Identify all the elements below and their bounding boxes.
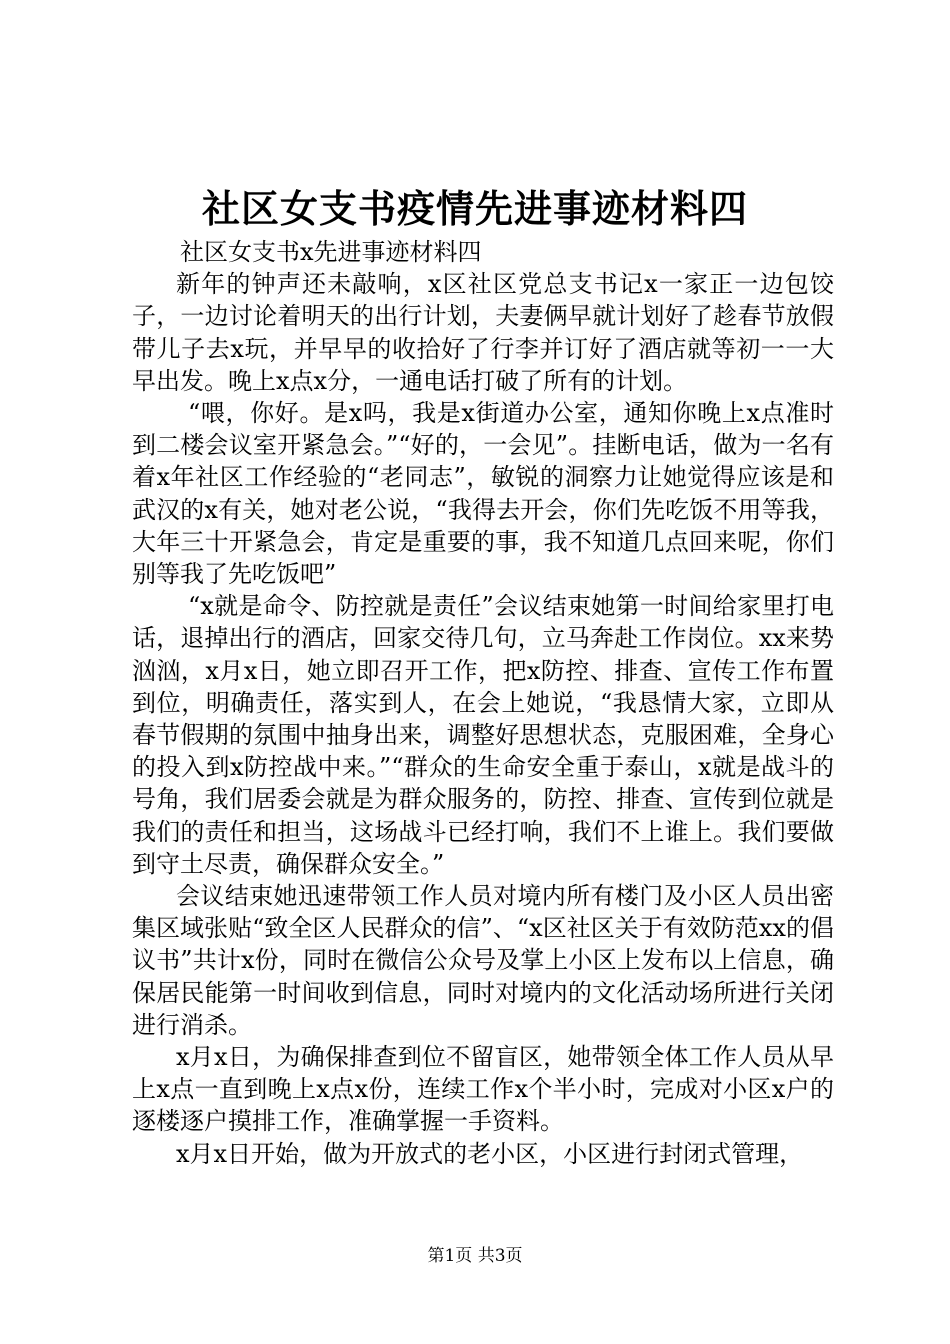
body-paragraph: 新年的钟声还未敲响，x区社区党总支书记x一家正一边包饺子，一边讨论着明天的出行计划，夫妻俩早就计划好了趁春节放假带儿子去x玩，并早早的收拾好了行李并订好了酒店就等初一一大早出发。晚上x点x分，一通电话打破了所有的计划。 [132,270,834,395]
body-paragraph: “x就是命令、防控就是责任”会议结束她第一时间给家里打电话，退掉出行的酒店，回家交待几句，立马奔赴工作岗位。xx来势汹汹，x月x日，她立即召开工作，把x防控、排查、宣传工作布置到位，明确责任，落实到人，在会上她说，“我恳情大家，立即从春节假期的氛围中抽身出来，调整好思想状态，克服困难，全身心的投入到x防控战中来。”“群众的生命安全重于泰山，x就是战斗的号角，我们居委会就是为群众服务的，防控、排查、宣传到位就是我们的责任和担当，这场战斗已经打响，我们不上谁上。我们要做到守土尽责，确保群众安全。” [132,592,834,878]
body-paragraph: 会议结束她迅速带领工作人员对境内所有楼门及小区人员出密集区域张贴“致全区人民群众的信”、“x区社区关于有效防范xx的倡议书”共计x份，同时在微信公众号及掌上小区上发布以上信息，确保居民能第一时间收到信息，同时对境内的文化活动场所进行关闭进行消杀。 [132,882,834,1039]
subtitle-paragraph: 社区女支书x先进事迹材料四 [180,238,482,266]
page-title: 社区女支书疫情先进事迹材料四 [201,186,748,231]
body-paragraph: x月x日开始，做为开放式的老小区，小区进行封闭式管理， [176,1139,804,1168]
page-footer: 第1页 共3页 [427,1246,523,1266]
document-body [132,236,834,1170]
body-paragraph: x月x日，为确保排查到位不留盲区，她带领全体工作人员从早上x点一直到晚上x点x份，连续工作x个半小时，完成对小区x户的逐楼逐户摸排工作，准确掌握一手资料。 [132,1043,834,1136]
body-paragraph: “喂，你好。是x吗，我是x街道办公室，通知你晚上x点准时到二楼会议室开紧急会。”“好的，一会见”。挂断电话，做为一名有着x年社区工作经验的“老同志”，敏锐的洞察力让她觉得应该是和武汉的x有关，她对老公说，“我得去开会，你们先吃饭不用等我，大年三十开紧急会，肯定是重要的事，我不知道几点回来呢，你们别等我了先吃饭吧” [132,399,834,589]
